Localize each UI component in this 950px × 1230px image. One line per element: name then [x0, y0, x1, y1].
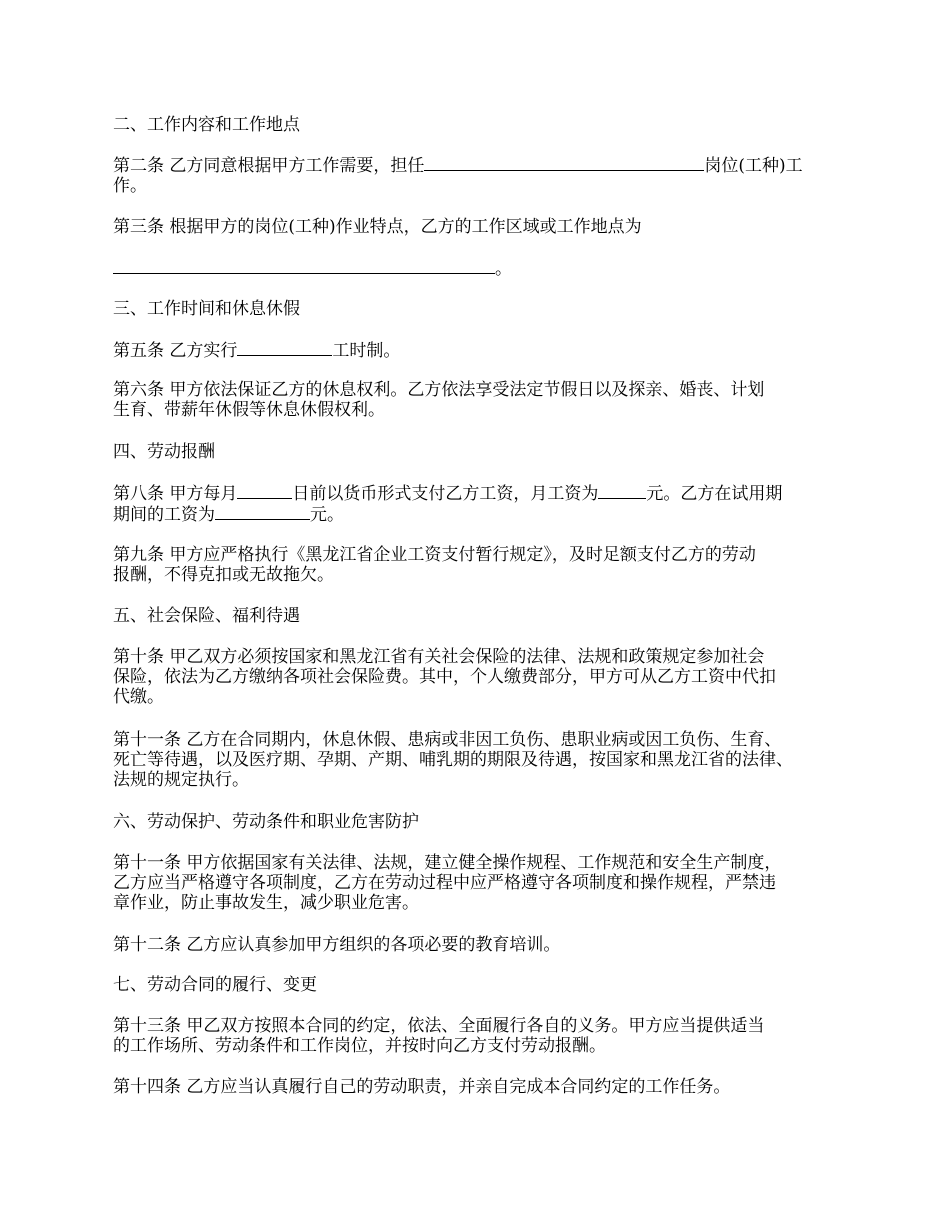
section-heading-5: 五、社会保险、福利待遇 — [113, 606, 300, 626]
clause-11-benefits: 第十一条 乙方在合同期内，休息休假、患病或非因工负伤、患职业病或因工负伤、生育、 死亡等待遇，以及医疗期、孕期、产期、哺乳期的期限及待遇，按国家和黑龙江省的法律、 法规的规定执行。 — [113, 730, 793, 790]
clause-8: 第八条 甲方每月 日前以货币形式支付乙方工资，月工资为 元。乙方在试用期 期间的工资为 元。 — [113, 484, 783, 525]
section-heading-3: 三、工作时间和休息休假 — [113, 299, 300, 319]
clause-10: 第十条 甲乙双方必须按国家和黑龙江省有关社会保险的法律、法规和政策规定参加社会 保险，依法为乙方缴纳各项社会保险费。其中，个人缴费部分，甲方可从乙方工资中代扣 代缴。 — [113, 647, 776, 707]
pay-day-blank — [237, 483, 292, 499]
clause-5: 第五条 乙方实行 工时制。 — [113, 341, 401, 361]
clause-11-protection: 第十一条 甲方依据国家有关法律、法规，建立健全操作规程、工作规范和安全生产制度， 乙方应当严格遵守各项制度，乙方在劳动过程中应严格遵守各项制度和操作规程，严禁违 章作业，防止事故发生，减少职业危害。 — [113, 853, 782, 913]
monthly-salary-blank — [598, 483, 646, 499]
clause-3: 第三条 根据甲方的岗位(工种)作业特点，乙方的工作区域或工作地点为 — [113, 217, 642, 237]
section-heading-7: 七、劳动合同的履行、变更 — [113, 975, 317, 995]
clause-14: 第十四条 乙方应当认真履行自己的劳动职责，并亲自完成本合同约定的工作任务。 — [113, 1077, 731, 1097]
clause-6: 第六条 甲方依法保证乙方的休息权利。乙方依法享受法定节假日以及探亲、婚丧、计划 生育、带薪年休假等休息休假权利。 — [113, 380, 765, 420]
work-location-blank — [113, 258, 495, 274]
clause-3-location-line: 。 — [113, 258, 853, 279]
clause-13: 第十三条 甲乙双方按照本合同的约定，依法、全面履行各自的义务。甲方应当提供适当 的工作场所、劳动条件和工作岗位，并按时向乙方支付劳动报酬。 — [113, 1016, 765, 1056]
working-hours-blank — [237, 340, 332, 356]
clause-9: 第九条 甲方应严格执行《黑龙江省企业工资支付暂行规定》，及时足额支付乙方的劳动 报酬，不得克扣或无故拖欠。 — [113, 545, 756, 585]
section-heading-2: 二、工作内容和工作地点 — [113, 115, 300, 135]
position-blank — [424, 155, 704, 171]
section-heading-4: 四、劳动报酬 — [113, 442, 215, 462]
section-heading-6: 六、劳动保护、劳动条件和职业危害防护 — [113, 812, 419, 832]
clause-12: 第十二条 乙方应认真参加甲方组织的各项必要的教育培训。 — [113, 935, 561, 955]
clause-2: 第二条 乙方同意根据甲方工作需要，担任 岗位(工种)工 作。 — [113, 156, 803, 196]
probation-salary-blank — [215, 504, 310, 520]
